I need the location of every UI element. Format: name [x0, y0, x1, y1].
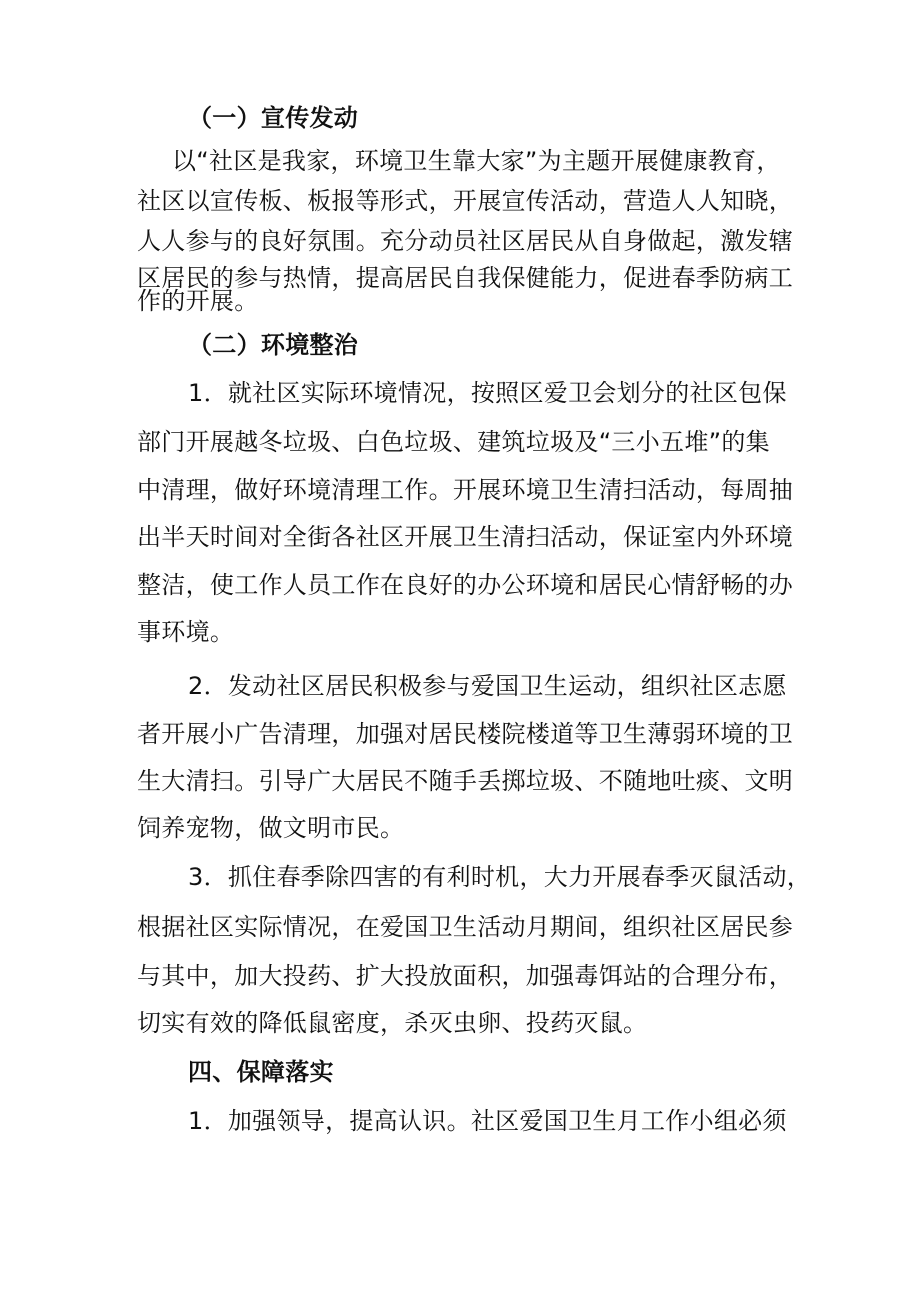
- paragraph-line: 以“社区是我家，环境卫生靠大家”为主题开展健康教育，: [172, 147, 781, 175]
- list-item-line: 3．抓住春季除四害的有利时机，大力开展春季灭鼠活动，: [188, 863, 812, 891]
- section-heading-environment: （二）环境整治: [188, 331, 359, 359]
- list-item-line: 根据社区实际情况，在爱国卫生活动月期间，组织社区居民参: [137, 913, 794, 941]
- section-heading-publicity: （一）宣传发动: [188, 104, 359, 132]
- list-item-line: 1．加强领导，提高认识。社区爱国卫生月工作小组必须: [188, 1107, 787, 1135]
- list-item-line: 者开展小广告清理，加强对居民楼院楼道等卫生薄弱环境的卫: [137, 720, 794, 748]
- paragraph-line: 区居民的参与热情，提高居民自我保健能力，促进春季防病工: [137, 264, 794, 292]
- list-item-line: 整洁，使工作人员工作在良好的办公环境和居民心情舒畅的办: [137, 571, 794, 599]
- list-item-line: 切实有效的降低鼠密度，杀灭虫卵、投药灭鼠。: [137, 1009, 648, 1037]
- list-item-line: 部门开展越冬垃圾、白色垃圾、建筑垃圾及“三小五堆”的集: [137, 428, 770, 456]
- list-item-line: 生大清扫。引导广大居民不随手丢掷垃圾、不随地吐痰、文明: [137, 767, 794, 795]
- list-item-line: 2．发动社区居民积极参与爱国卫生运动，组织社区志愿: [188, 672, 787, 700]
- list-item-line: 事环境。: [137, 618, 235, 646]
- paragraph-line: 社区以宣传板、板报等形式，开展宣传活动，营造人人知晓，: [137, 187, 794, 215]
- paragraph-line: 作的开展。: [137, 287, 259, 315]
- list-item-line: 与其中，加大投药、扩大投放面积，加强毒饵站的合理分布，: [137, 962, 794, 990]
- list-item-line: 出半天时间对全街各社区开展卫生清扫活动，保证室内外环境: [137, 523, 794, 551]
- list-item-line: 饲养宠物，做文明市民。: [137, 814, 405, 842]
- paragraph-line: 人人参与的良好氛围。充分动员社区居民从自身做起，激发辖: [137, 227, 794, 255]
- section-heading-guarantee: 四、保障落实: [188, 1058, 334, 1086]
- list-item-line: 中清理，做好环境清理工作。开展环境卫生清扫活动，每周抽: [137, 476, 794, 504]
- list-item-line: 1．就社区实际环境情况，按照区爱卫会划分的社区包保: [188, 379, 787, 407]
